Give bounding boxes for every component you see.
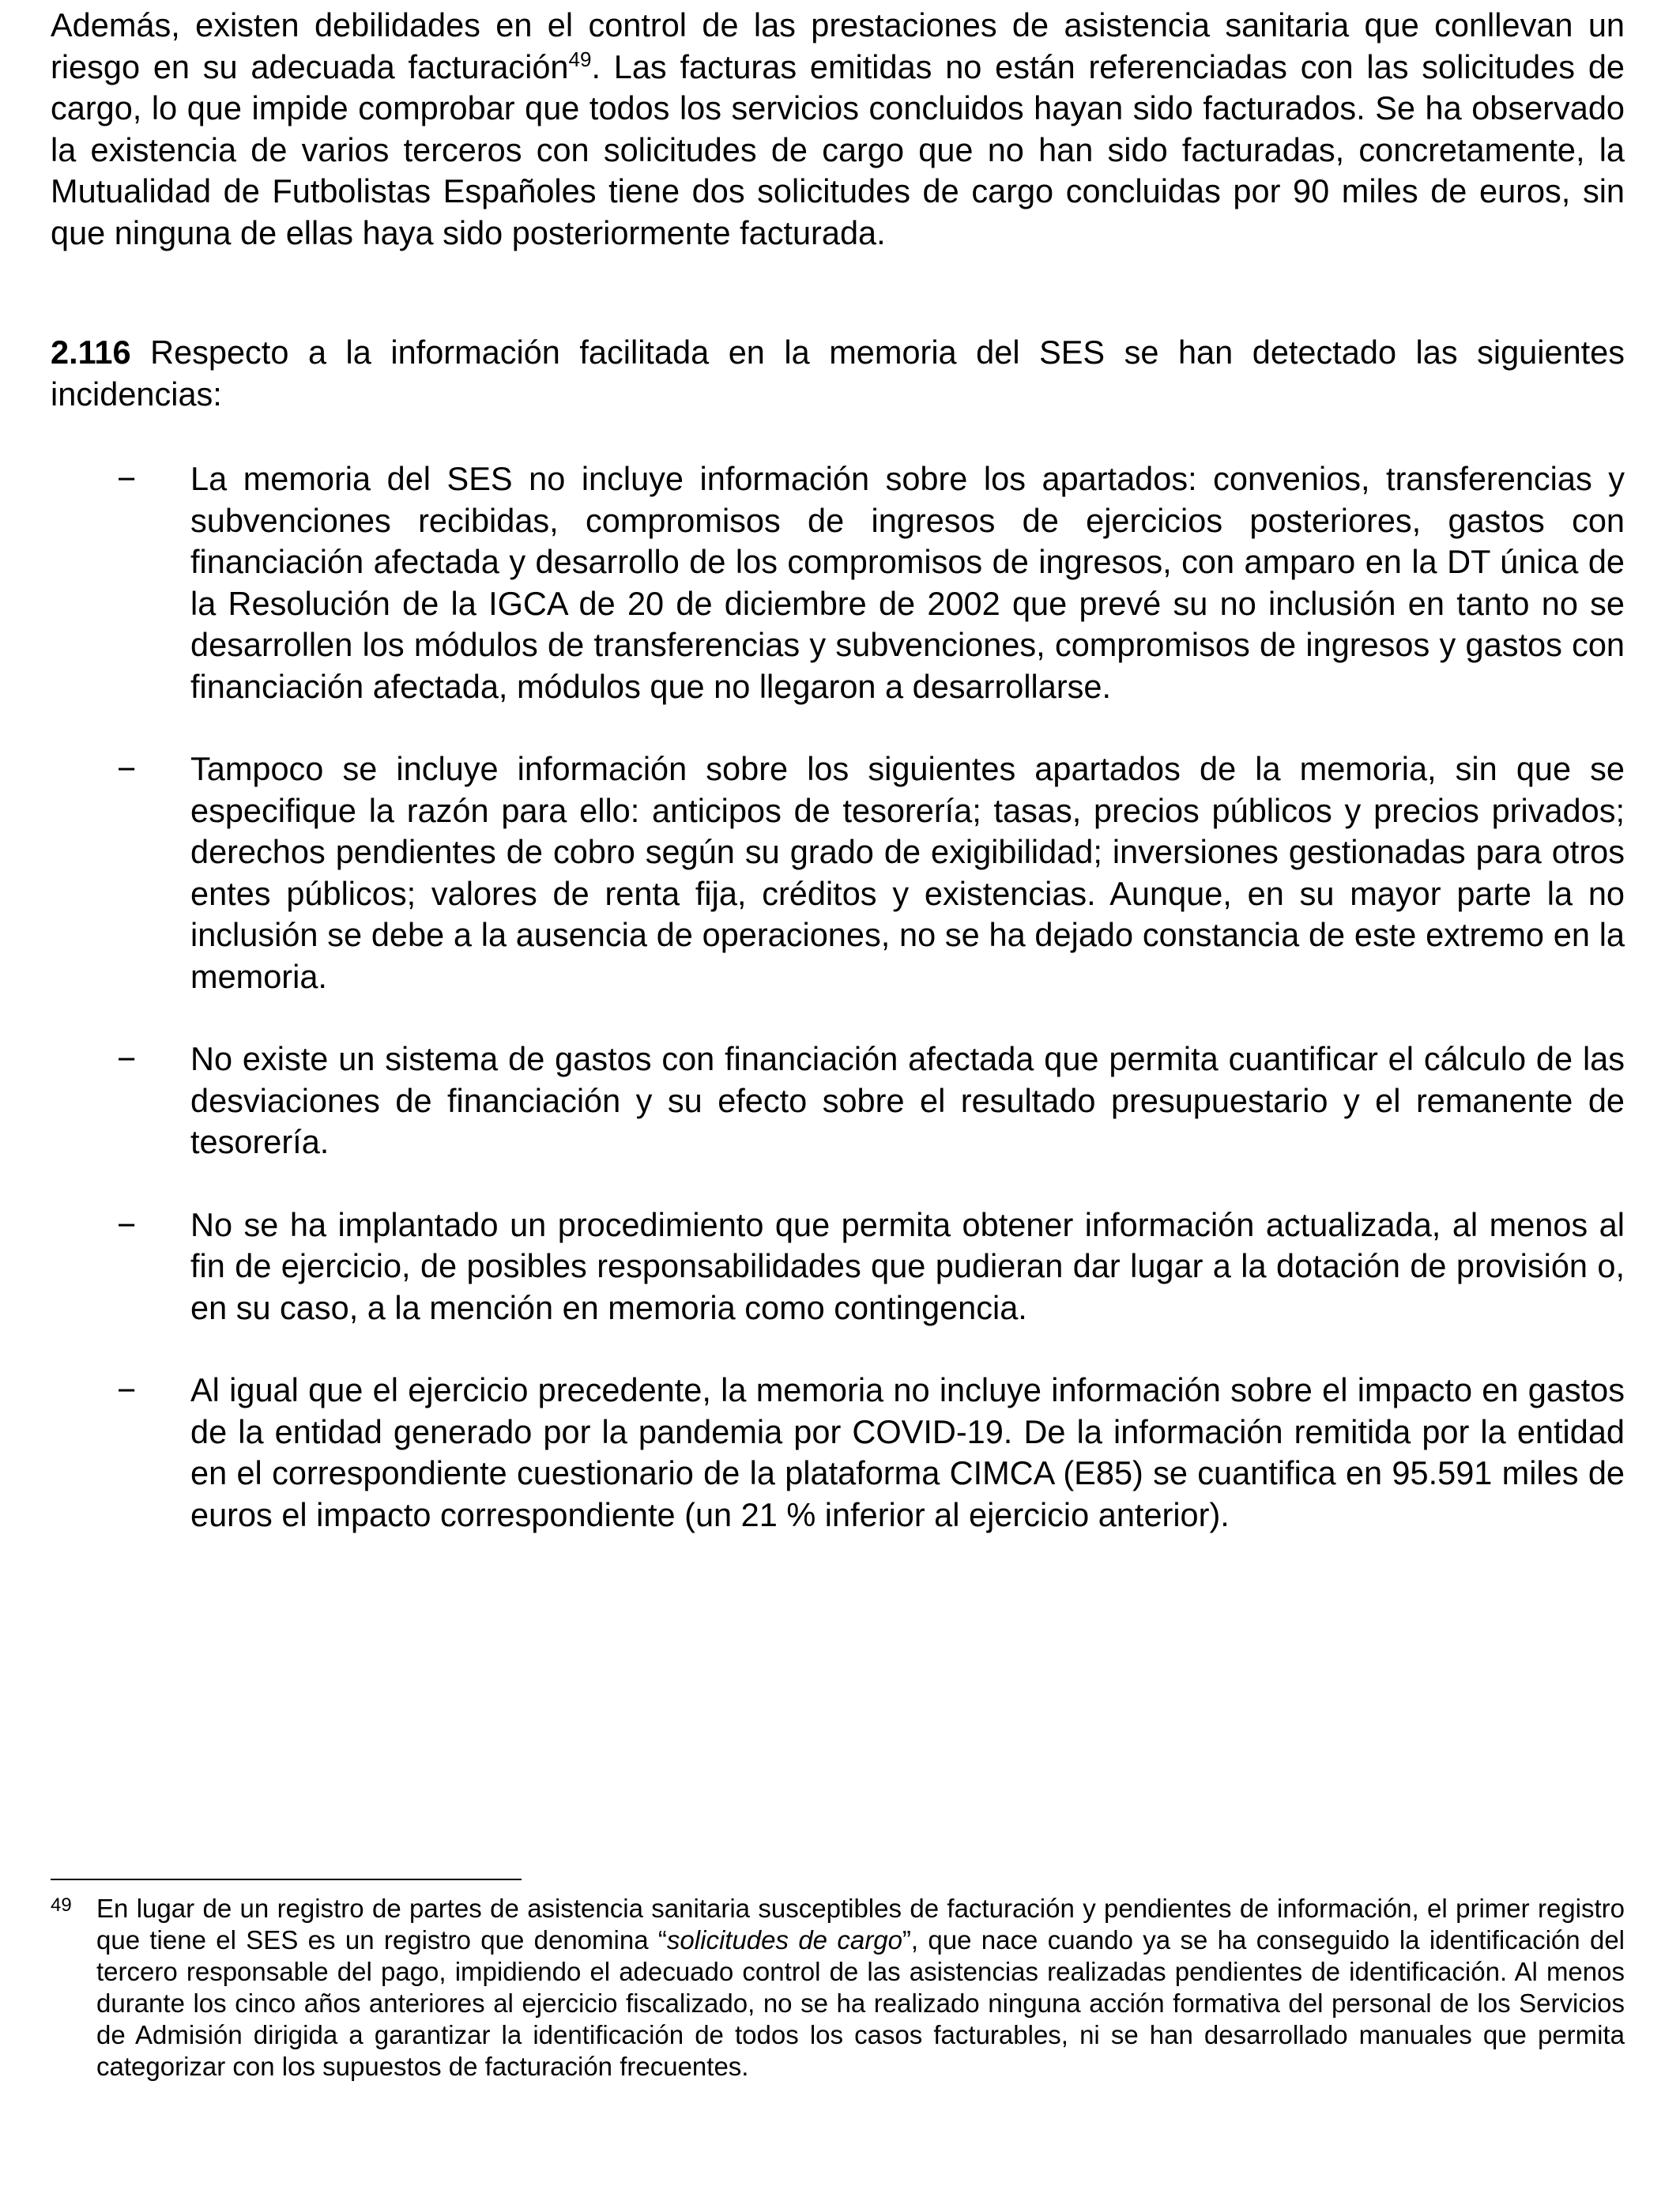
dash-bullet-icon: − (117, 1040, 137, 1077)
paragraph-1-text-end: . Las facturas emitidas no están referenciadas con las solicitudes de cargo, lo que impide comprobar que todos los servicios concluidos hayan sido facturados. Se ha observado la existencia de varios terceros con solicitudes de cargo que no han sido facturadas, concretamente, la Mutualidad de Futbolistas Españoles tiene dos solicitudes de cargo concluidas por 90 miles de euros, sin que ninguna de ellas haya sido posteriormente facturada. (51, 47, 1625, 251)
paragraph-1-text-start: Además, existen debilidades en el control de las prestaciones de asistencia sanitaria que conllevan un riesgo en su adecuada facturación (51, 6, 1625, 85)
footnote-text-end: ”, que nace cuando ya se ha conseguido la identificación del tercero responsable del pago, impidiendo el adecuado control de las asistencias realizadas pendientes de identificación. Al menos durante los cinco años anteriores al ejercicio fiscalizado, no se ha realizado ninguna acción formativa del personal de los Servicios de Admisión dirigida a garantizar la identificación de todos los casos facturables, ni se han desarrollado manuales que permita categorizar con los supuestos de facturación frecuentes. (96, 1925, 1625, 2081)
dash-bullet-icon: − (117, 1205, 137, 1243)
list-item (51, 458, 1625, 707)
footnote-text-start: En lugar de un registro de partes de asistencia sanitaria susceptibles de facturación y pendientes de información, el primer registro que tiene el SES es un registro que denomina “ (96, 1894, 1625, 1955)
footnote-reference-49: 49 (568, 47, 592, 71)
list-item (51, 1370, 1625, 1536)
list-item (51, 748, 1625, 997)
footnote-number: 49 (51, 1894, 72, 1916)
dash-bullet-icon: − (117, 460, 137, 497)
paragraph-2116 (51, 332, 1625, 415)
list-item (51, 1204, 1625, 1329)
incidents-list (51, 458, 1625, 1577)
list-item-text: Al igual que el ejercicio precedente, la memoria no incluye información sobre el impacto en gastos de la entidad generado por la pandemia por COVID-19. De la información remitida por la entidad en el correspondiente cuestionario de la plataforma CIMCA (E85) se cuantifica en 95.591 miles de euros el impacto correspondiente (un 21 % inferior al ejercicio anterior). (190, 1371, 1625, 1533)
list-item-text: La memoria del SES no incluye información sobre los apartados: convenios, transferencias y subvenciones recibidas, compromisos de ingresos de ejercicios posteriores, gastos con financiación afectada y desarrollo de los compromisos de ingresos, con amparo en la DT única de la Resolución de la IGCA de 20 de diciembre de 2002 que prevé su no inclusión en tanto no se desarrollen los módulos de transferencias y subvenciones, compromisos de ingresos y gastos con financiación afectada, módulos que no llegaron a desarrollarse. (190, 460, 1625, 705)
list-item (51, 1039, 1625, 1163)
list-item-text: Tampoco se incluye información sobre los siguientes apartados de la memoria, sin que se especifique la razón para ello: anticipos de tesorería; tasas, precios públicos y precios privados; derechos pendientes de cobro según su grado de exigibilidad; inversiones gestionadas para otros entes públicos; valores de renta fija, créditos y existencias. Aunque, en su mayor parte la no inclusión se debe a la ausencia de operaciones, no se ha dejado constancia de este extremo en la memoria. (190, 750, 1625, 995)
paragraph-billing-weaknesses (51, 5, 1625, 254)
paragraph-2-text: Respecto a la información facilitada en la memoria del SES se han detectado las siguientes incidencias: (51, 334, 1625, 413)
dash-bullet-icon: − (117, 1371, 137, 1408)
footnote-49 (51, 1893, 1625, 2083)
list-item-text: No existe un sistema de gastos con financiación afectada que permita cuantificar el cálculo de las desviaciones de financiación y su efecto sobre el resultado presupuestario y el remanente de tesorería. (190, 1040, 1625, 1160)
footnote-italic-term: solicitudes de cargo (666, 1925, 902, 1955)
footnote-separator (51, 1879, 522, 1880)
dash-bullet-icon: − (117, 750, 137, 787)
footnote-text (96, 1893, 1625, 2083)
list-item-text: No se ha implantado un procedimiento que permita obtener información actualizada, al menos al fin de ejercicio, de posibles responsabilidades que pudieran dar lugar a la dotación de provisión o, en su caso, a la mención en memoria como contingencia. (190, 1205, 1625, 1326)
paragraph-number: 2.116 (51, 334, 131, 371)
